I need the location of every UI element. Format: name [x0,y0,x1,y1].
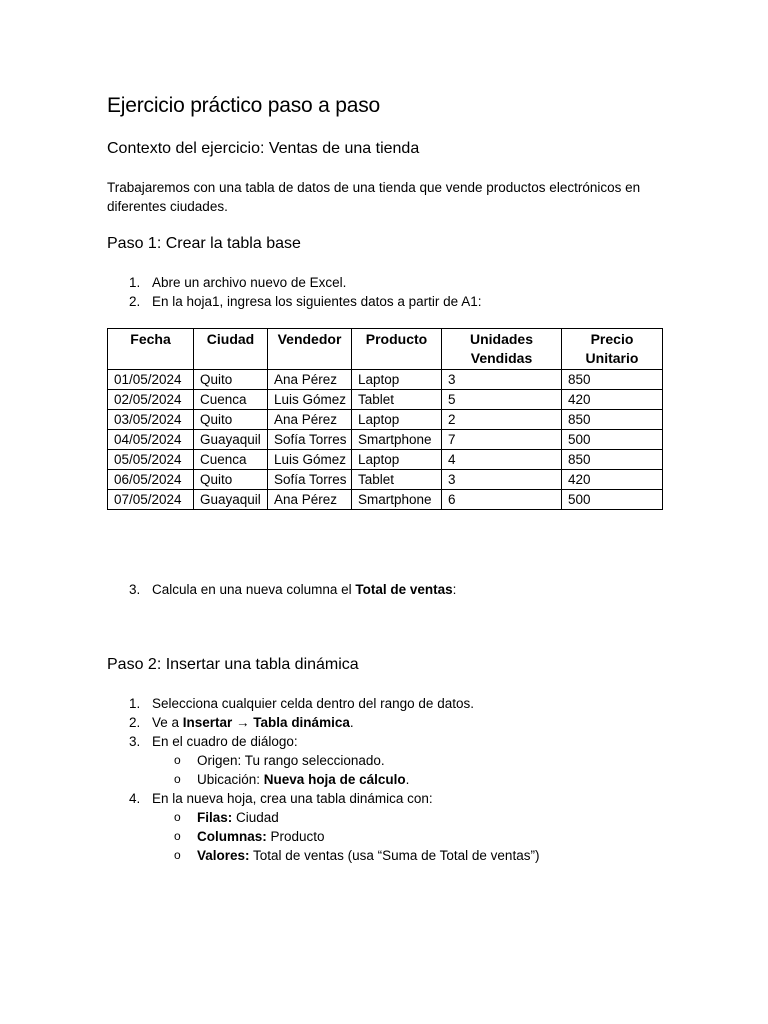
list-text: Ve a [152,715,183,730]
table-cell: 6 [442,490,562,510]
list-bold-text: Nueva hoja de cálculo [263,772,406,787]
table-cell: Cuenca [194,450,268,470]
table-cell: Guayaquil [194,430,268,450]
list-number: 2. [129,294,141,309]
list-item [107,789,667,808]
table-cell: Ana Pérez [268,370,352,390]
bullet-icon: o [174,829,181,843]
list-text: En la hoja1, ingresa los siguientes datos a partir de A1: [152,294,482,309]
table-cell: Luis Gómez [268,390,352,410]
table-cell: 7 [442,430,562,450]
column-header: Ciudad [194,329,268,370]
paso1-step3 [107,580,667,599]
list-text: En la nueva hoja, crea una tabla dinámica con: [152,791,433,806]
table-cell: Tablet [352,390,442,410]
table-cell: 06/05/2024 [108,470,194,490]
table-cell: Ana Pérez [268,490,352,510]
sub-list-item [107,846,667,865]
list-text: Abre un archivo nuevo de Excel. [152,275,347,290]
list-text: Origen: Tu rango seleccionado. [197,753,385,768]
table-cell: 05/05/2024 [108,450,194,470]
sub-list-item [107,751,667,770]
table-cell: Quito [194,470,268,490]
list-text: . [349,715,354,730]
table-cell: 420 [562,390,663,410]
sub-list-item [107,808,667,865]
list-text: En el cuadro de diálogo: [152,734,298,749]
list-text: Calcula en una nueva columna el [152,582,356,597]
list-text: : [452,582,457,597]
table-cell: 5 [442,390,562,410]
table-cell: 07/05/2024 [108,490,194,510]
list-bold-text: Total de ventas [355,582,453,597]
table-cell: 3 [442,470,562,490]
table-row [108,410,663,430]
table-cell: 420 [562,470,663,490]
bullet-icon: o [174,753,181,767]
list-text: . [405,772,410,787]
table-row [108,390,663,410]
table-cell: Cuenca [194,390,268,410]
table-cell: 500 [562,430,663,450]
table-cell: Smartphone [352,430,442,450]
table-cell: Quito [194,370,268,390]
table-cell: Guayaquil [194,490,268,510]
table-row [108,450,663,470]
column-header: Precio Unitario [562,329,663,370]
table-row [108,430,663,450]
table-cell: 04/05/2024 [108,430,194,450]
list-number: 3. [129,734,141,749]
list-text: Ubicación: [197,772,264,787]
bullet-icon: o [174,810,181,824]
table-cell: Ana Pérez [268,410,352,430]
table-cell: 850 [562,450,663,470]
table-cell: Laptop [352,410,442,430]
page-title: Ejercicio práctico paso a paso [107,94,380,117]
table-cell: 850 [562,370,663,390]
list-item [107,713,667,732]
sub-list-item [107,770,667,789]
list-bold-text: Filas: [197,810,233,825]
table-row [108,490,663,510]
list-number: 1. [129,275,141,290]
table-cell: Laptop [352,370,442,390]
bullet-icon: o [174,772,181,786]
list-item [107,580,667,599]
sales-table [107,328,663,510]
paso1-steps [107,273,667,311]
list-item [107,694,667,713]
table-cell: Luis Gómez [268,450,352,470]
table-cell: 2 [442,410,562,430]
table-cell: 02/05/2024 [108,390,194,410]
table-cell: 500 [562,490,663,510]
list-text: Total de ventas (usa “Suma de Total de ventas”) [249,848,540,863]
sub-list-item [107,751,667,789]
list-item [107,292,667,311]
sub-list-item [107,827,667,846]
paso1-heading: Paso 1: Crear la tabla base [107,235,301,252]
list-item [107,732,667,751]
list-text: Ciudad [232,810,279,825]
bullet-icon: o [174,848,181,862]
table-cell: 850 [562,410,663,430]
context-heading: Contexto del ejercicio: Ventas de una tienda [107,140,420,157]
table-cell: Quito [194,410,268,430]
table-cell: 03/05/2024 [108,410,194,430]
list-number: 3. [129,582,141,597]
column-header: Producto [352,329,442,370]
paso2-heading: Paso 2: Insertar una tabla dinámica [107,656,359,673]
table-cell: Laptop [352,450,442,470]
sub-list-item [107,808,667,827]
table-cell: Sofía Torres [268,430,352,450]
table-row [108,470,663,490]
table-row [108,370,663,390]
list-bold-text: Insertar → Tabla dinámica [182,715,350,730]
list-text: Producto [266,829,325,844]
column-header: Unidades Vendidas [442,329,562,370]
column-header: Fecha [108,329,194,370]
table-cell: 4 [442,450,562,470]
list-number: 1. [129,696,141,711]
table-cell: Tablet [352,470,442,490]
table-cell: 01/05/2024 [108,370,194,390]
list-item [107,273,667,292]
list-number: 4. [129,791,141,806]
list-text: Selecciona cualquier celda dentro del rango de datos. [152,696,474,711]
table-cell: Sofía Torres [268,470,352,490]
intro-paragraph: Trabajaremos con una tabla de datos de una tienda que vende productos electrónicos en diferentes ciudades. [107,180,641,214]
list-number: 2. [129,715,141,730]
table-cell: 3 [442,370,562,390]
table-header-row [108,329,663,370]
list-bold-text: Columnas: [197,829,267,844]
list-bold-text: Valores: [197,848,250,863]
column-header: Vendedor [268,329,352,370]
table-cell: Smartphone [352,490,442,510]
paso2-steps [107,694,667,865]
